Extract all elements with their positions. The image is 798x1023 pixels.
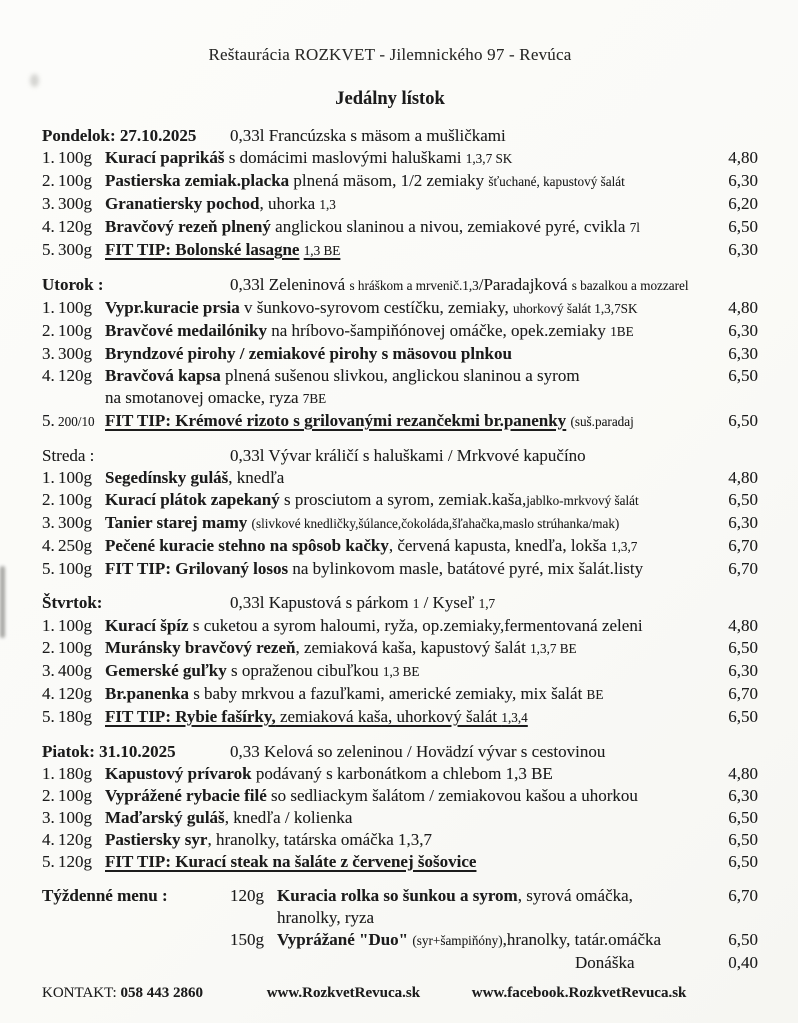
item-price: 6,50 — [728, 830, 758, 849]
item-number: 4. — [42, 830, 55, 849]
menu-title: Jedálny lístok — [335, 89, 445, 109]
menu-item-row — [42, 239, 798, 262]
menu-item-row — [42, 365, 798, 410]
text-segment: 0,33l Kapustová s párkom — [230, 593, 413, 612]
text-segment: na hríbovo-šampiňónovej omáčke, opek.zemiaky — [266, 321, 611, 340]
item-weight: 180g — [58, 707, 92, 726]
menu-item-row — [42, 615, 798, 637]
menu-item-row — [42, 467, 798, 489]
menu-item-row — [42, 637, 798, 660]
item-weight: 100g — [58, 786, 92, 805]
text-segment: Gemerské guľky — [105, 661, 227, 680]
item-weight: 120g — [58, 217, 92, 236]
text-segment: , uhorka — [259, 194, 320, 213]
menu-item-row — [42, 763, 798, 785]
text-segment: 1BE — [610, 324, 634, 339]
item-number: 2. — [42, 321, 55, 340]
item-price: 4,80 — [728, 468, 758, 487]
text-segment: s prosciutom a syrom, zemiak.kaša, — [279, 490, 527, 509]
item-number: 4. — [42, 217, 55, 236]
website-url: www.RozkvetRevuca.sk — [266, 985, 421, 1001]
text-segment: Vypr.kuracie prsia — [105, 298, 240, 317]
item-number: 2. — [42, 786, 55, 805]
item-price: 6,50 — [728, 808, 758, 827]
item-weight: 100g — [58, 321, 92, 340]
item-price: 6,50 — [728, 366, 758, 385]
day-soup-line — [230, 742, 605, 761]
item-number: 3. — [42, 513, 55, 532]
item-weight: 250g — [58, 536, 92, 555]
text-segment: 1,7 — [478, 596, 496, 611]
text-segment: Maďarský guláš — [105, 808, 225, 827]
text-segment: plnená sušenou slivkou, anglickou slaninou a syrom — [220, 366, 580, 385]
delivery-label: Donáška — [575, 953, 635, 972]
item-price: 4,80 — [728, 616, 758, 635]
item-description — [277, 885, 633, 929]
item-number: 2. — [42, 638, 55, 657]
text-segment: FIT TIP: Rybie fašírky, — [105, 707, 276, 726]
item-description — [105, 785, 638, 807]
item-number: 5. — [42, 240, 55, 259]
text-segment: (suš.paradaj — [570, 414, 634, 429]
contact-phone: 058 443 2860 — [120, 985, 203, 1001]
item-weight: 100g — [58, 148, 92, 167]
text-segment: s hráškom a mrvenič.1,3 — [349, 278, 479, 293]
day-name: Piatok: 31.10.2025 — [42, 742, 176, 761]
item-number: 5. — [42, 852, 55, 871]
item-continuation — [277, 907, 633, 929]
day-section — [42, 592, 798, 729]
item-weight: 120g — [58, 830, 92, 849]
menu-item-row — [42, 297, 798, 320]
item-number: 4. — [42, 536, 55, 555]
text-segment: ,hranolky, tatár.omáčka — [502, 930, 662, 949]
text-segment: 0,33l Francúzska s mäsom a mušličkami — [230, 126, 506, 145]
item-description — [105, 343, 512, 365]
text-segment: Kurací plátok zapekaný — [105, 490, 280, 509]
text-segment: s opraženou cibuľkou — [226, 661, 383, 680]
item-description — [105, 147, 512, 170]
text-segment: na smotanovej omacke, ryza — [105, 388, 303, 407]
text-segment: Pastierska zemiak.placka — [105, 171, 290, 190]
item-number: 3. — [42, 661, 55, 680]
item-price: 6,70 — [728, 886, 758, 905]
text-segment: FIT TIP: Krémové rizoto s grilovanými rezančekmi br.panenky — [105, 411, 567, 430]
weekly-menu-row — [42, 929, 798, 952]
day-name: Streda : — [42, 446, 95, 465]
text-segment: Br.panenka — [105, 684, 189, 703]
text-segment: s cuketou a syrom haloumi, ryža, op.zemiaky,fermentovaná zeleni — [188, 616, 643, 635]
item-description — [105, 297, 638, 320]
text-segment: uhorkový šalát 1,3,7SK — [512, 301, 638, 316]
day-soup-line — [230, 593, 495, 612]
item-description — [105, 410, 634, 433]
item-description — [277, 929, 661, 952]
item-description — [105, 637, 577, 660]
text-segment: anglickou slaninou a nivou, zemiakové pyré, cvikla — [270, 217, 630, 236]
item-description — [105, 558, 643, 580]
item-number: 5. — [42, 559, 55, 578]
item-price: 6,30 — [728, 321, 758, 340]
day-soup-line — [230, 275, 689, 294]
item-description — [105, 320, 634, 343]
day-header-row — [42, 741, 798, 763]
item-description — [105, 615, 643, 637]
restaurant-address-line: Reštaurácia ROZKVET - Jilemnického 97 - Revúca — [208, 45, 572, 64]
item-weight: 100g — [58, 298, 92, 317]
text-segment: , hranolky, tatárska omáčka 1,3,7 — [207, 830, 433, 849]
item-description — [105, 829, 432, 851]
text-segment: , zemiaková kaša, kapustový šalát — [295, 638, 531, 657]
text-segment: Pastiersky syr — [105, 830, 208, 849]
item-description — [105, 170, 625, 193]
item-price: 6,30 — [728, 171, 758, 190]
text-segment: Segedínsky guláš — [105, 468, 229, 487]
day-name: Pondelok: 27.10.2025 — [42, 126, 197, 145]
menu-item-row — [42, 829, 798, 851]
item-price: 6,30 — [728, 513, 758, 532]
item-price: 4,80 — [728, 764, 758, 783]
item-weight: 100g — [58, 638, 92, 657]
item-continuation — [105, 387, 580, 410]
day-header-row — [42, 592, 798, 615]
item-price: 6,30 — [728, 240, 758, 259]
text-segment: FIT TIP: Bolonské lasagne — [105, 240, 300, 259]
menu-item-row — [42, 660, 798, 683]
text-segment: FIT TIP: Kurací steak na šaláte z červenej šošovice — [105, 852, 477, 871]
text-segment: s bazalkou a mozzarel — [571, 278, 689, 293]
item-description — [105, 851, 476, 873]
item-description — [105, 535, 637, 558]
day-soup-line — [230, 446, 586, 465]
day-header-row — [42, 125, 798, 147]
item-number: 5. — [42, 707, 55, 726]
item-description — [105, 512, 619, 535]
text-segment: Vyprážené rybacie filé — [105, 786, 267, 805]
text-segment: Muránsky bravčový rezeň — [105, 638, 296, 657]
menu-item-row — [42, 535, 798, 558]
item-number: 1. — [42, 764, 55, 783]
item-number: 3. — [42, 344, 55, 363]
menu-item-row — [42, 489, 798, 512]
text-segment: v šunkovo-syrovom cestíčku, zemiaky, — [239, 298, 513, 317]
menu-item-row — [42, 683, 798, 706]
item-number: 3. — [42, 808, 55, 827]
text-segment: , knedľa / kolienka — [224, 808, 353, 827]
item-description — [105, 763, 553, 785]
menu-item-row — [42, 807, 798, 829]
item-weight: 300g — [58, 240, 92, 259]
text-segment: 1,3 — [319, 197, 336, 212]
item-weight: 120g — [58, 852, 92, 871]
item-price: 6,30 — [728, 344, 758, 363]
item-description — [105, 660, 420, 683]
item-weight: 120g — [230, 886, 273, 905]
text-segment: jablko-mrkvový šalát — [526, 493, 639, 508]
item-weight: 100g — [58, 559, 92, 578]
menu-item-row — [42, 320, 798, 343]
item-description — [105, 807, 352, 829]
text-segment: 1,3,7 BE — [530, 641, 577, 656]
menu-item-row — [42, 785, 798, 807]
item-number: 2. — [42, 171, 55, 190]
menu-item-row — [42, 512, 798, 535]
menu-item-row — [42, 851, 798, 873]
item-number: 1. — [42, 468, 55, 487]
text-segment: šťuchané, kapustový šalát — [488, 174, 625, 189]
item-number: 5. — [42, 411, 55, 430]
text-segment: , syrová omáčka, — [517, 886, 633, 905]
item-number: 1. — [42, 298, 55, 317]
item-weight: 100g — [58, 490, 92, 509]
text-segment: 1 — [412, 596, 420, 611]
text-segment: (syr+šampiňóny) — [412, 933, 503, 948]
text-segment: 1,3 BE — [303, 243, 341, 258]
menu-item-row — [42, 410, 798, 433]
text-segment: Tanier starej mamy — [105, 513, 248, 532]
day-section — [42, 445, 798, 580]
item-description — [105, 706, 528, 729]
text-segment: /Paradajková — [478, 275, 572, 294]
text-segment: Pečené kuracie stehno na spôsob kačky — [105, 536, 389, 555]
day-name: Utorok : — [42, 275, 104, 294]
item-weight: 150g — [230, 930, 273, 949]
day-name: Štvrtok: — [42, 593, 103, 612]
item-price: 6,50 — [728, 852, 758, 871]
item-description — [105, 467, 284, 489]
item-price: 4,80 — [728, 298, 758, 317]
item-price: 6,50 — [728, 638, 758, 657]
item-weight: 300g — [58, 344, 92, 363]
item-number: 1. — [42, 616, 55, 635]
daily-menu-sections — [42, 125, 798, 873]
delivery-price: 0,40 — [728, 953, 758, 972]
text-segment: Bravčový rezeň plnený — [105, 217, 271, 236]
day-header-row — [42, 445, 798, 467]
text-segment: 0,33 Kelová so zeleninou / Hovädzí vývar s cestovinou — [230, 742, 606, 761]
item-weight: 300g — [58, 194, 92, 213]
item-price: 6,70 — [728, 536, 758, 555]
delivery-row — [42, 952, 798, 974]
item-price: 6,20 — [728, 194, 758, 213]
scan-artifact-edge — [0, 566, 5, 638]
text-segment: Kurací špíz — [105, 616, 189, 635]
item-price: 6,50 — [728, 707, 758, 726]
item-description — [105, 683, 603, 706]
text-segment: 0,33l Zeleninová — [230, 275, 350, 294]
text-segment: Kurací paprikáš — [105, 148, 225, 167]
text-segment: 0,33l Vývar králičí s haluškami / Mrkvové kapučíno — [230, 446, 586, 465]
menu-item-row — [42, 216, 798, 239]
text-segment: so sedliackym šalátom / zemiakovou kašou a uhorkou — [266, 786, 638, 805]
weekly-menu-label: Týždenné menu : — [42, 886, 168, 905]
item-weight: 100g — [58, 808, 92, 827]
item-price: 6,70 — [728, 684, 758, 703]
facebook-url: www.facebook.RozkvetRevuca.sk — [471, 985, 687, 1001]
item-weight: 300g — [58, 513, 92, 532]
item-description — [105, 365, 580, 410]
document-header — [12, 44, 768, 110]
menu-item-row — [42, 558, 798, 580]
day-section — [42, 274, 798, 433]
item-weight: 180g — [58, 764, 92, 783]
day-soup-line — [230, 126, 506, 145]
menu-item-row — [42, 706, 798, 729]
text-segment: Kapustový prívarok — [105, 764, 252, 783]
contact-footer — [42, 982, 798, 1004]
item-price: 6,30 — [728, 661, 758, 680]
text-segment: hranolky, ryza — [277, 908, 375, 927]
item-description — [105, 216, 640, 239]
text-segment: Kuracia rolka so šunkou a syrom — [277, 886, 518, 905]
text-segment: 7BE — [302, 391, 327, 406]
menu-item-row — [42, 343, 798, 365]
item-number: 1. — [42, 148, 55, 167]
text-segment: Bryndzové pirohy / zemiakové pirohy s mäsovou plnkou — [105, 344, 512, 363]
text-segment: 1,3,7 — [610, 539, 638, 554]
day-section — [42, 125, 798, 262]
text-segment: plnená mäsom, 1/2 zemiaky — [289, 171, 489, 190]
text-segment: 1,3 BE — [382, 664, 420, 679]
text-segment: Bravčová kapsa — [105, 366, 221, 385]
text-segment: 1,3,4 — [501, 710, 528, 725]
item-weight: 100g — [58, 468, 92, 487]
text-segment: s baby mrkvou a fazuľkami, americké zemiaky, mix šalát — [188, 684, 587, 703]
text-segment: FIT TIP: Grilovaný losos — [105, 559, 289, 578]
text-segment: zemiaková kaša, uhorkový šalát — [275, 707, 502, 726]
item-description — [105, 239, 340, 262]
text-segment: BE — [586, 687, 604, 702]
item-weight: 200/10 — [58, 414, 95, 429]
day-header-row — [42, 274, 798, 297]
item-price: 6,50 — [728, 217, 758, 236]
text-segment: (slivkové knedličky,šúlance,čokoláda,šľahačka,maslo strúhanka/mak) — [251, 516, 620, 531]
item-price: 4,80 — [728, 148, 758, 167]
item-description — [105, 489, 639, 512]
text-segment: , červená kapusta, knedľa, lokša — [388, 536, 611, 555]
weekly-menu-row — [42, 885, 798, 929]
text-segment: Bravčové medailóniky — [105, 321, 267, 340]
item-weight: 120g — [58, 366, 92, 385]
text-segment: s domácimi maslovými haluškami — [224, 148, 466, 167]
item-number: 4. — [42, 366, 55, 385]
item-number: 4. — [42, 684, 55, 703]
contact-label: KONTAKT: — [42, 985, 117, 1001]
item-weight: 100g — [58, 616, 92, 635]
item-weight: 100g — [58, 171, 92, 190]
item-price: 6,30 — [728, 786, 758, 805]
text-segment: Granatiersky pochod — [105, 194, 260, 213]
item-price: 6,50 — [728, 411, 758, 430]
item-weight: 400g — [58, 661, 92, 680]
text-segment: podávaný s karbonátkom a chlebom 1,3 BE — [251, 764, 553, 783]
item-price: 6,70 — [728, 559, 758, 578]
item-description — [105, 193, 336, 216]
item-weight: 120g — [58, 684, 92, 703]
text-segment: 1,3,7 SK — [465, 151, 513, 166]
text-segment: 7l — [629, 220, 640, 235]
item-price: 6,50 — [728, 490, 758, 509]
text-segment: , knedľa — [228, 468, 285, 487]
menu-item-row — [42, 193, 798, 216]
text-segment: Vyprážané "Duo" — [277, 930, 409, 949]
menu-item-row — [42, 147, 798, 170]
text-segment: na bylinkovom masle, batátové pyré, mix šalát.listy — [288, 559, 644, 578]
item-number: 2. — [42, 490, 55, 509]
text-segment: / Kyseľ — [419, 593, 479, 612]
menu-item-row — [42, 170, 798, 193]
item-number: 3. — [42, 194, 55, 213]
weekly-menu-section — [42, 885, 798, 952]
item-price: 6,50 — [728, 930, 758, 949]
day-section — [42, 741, 798, 873]
